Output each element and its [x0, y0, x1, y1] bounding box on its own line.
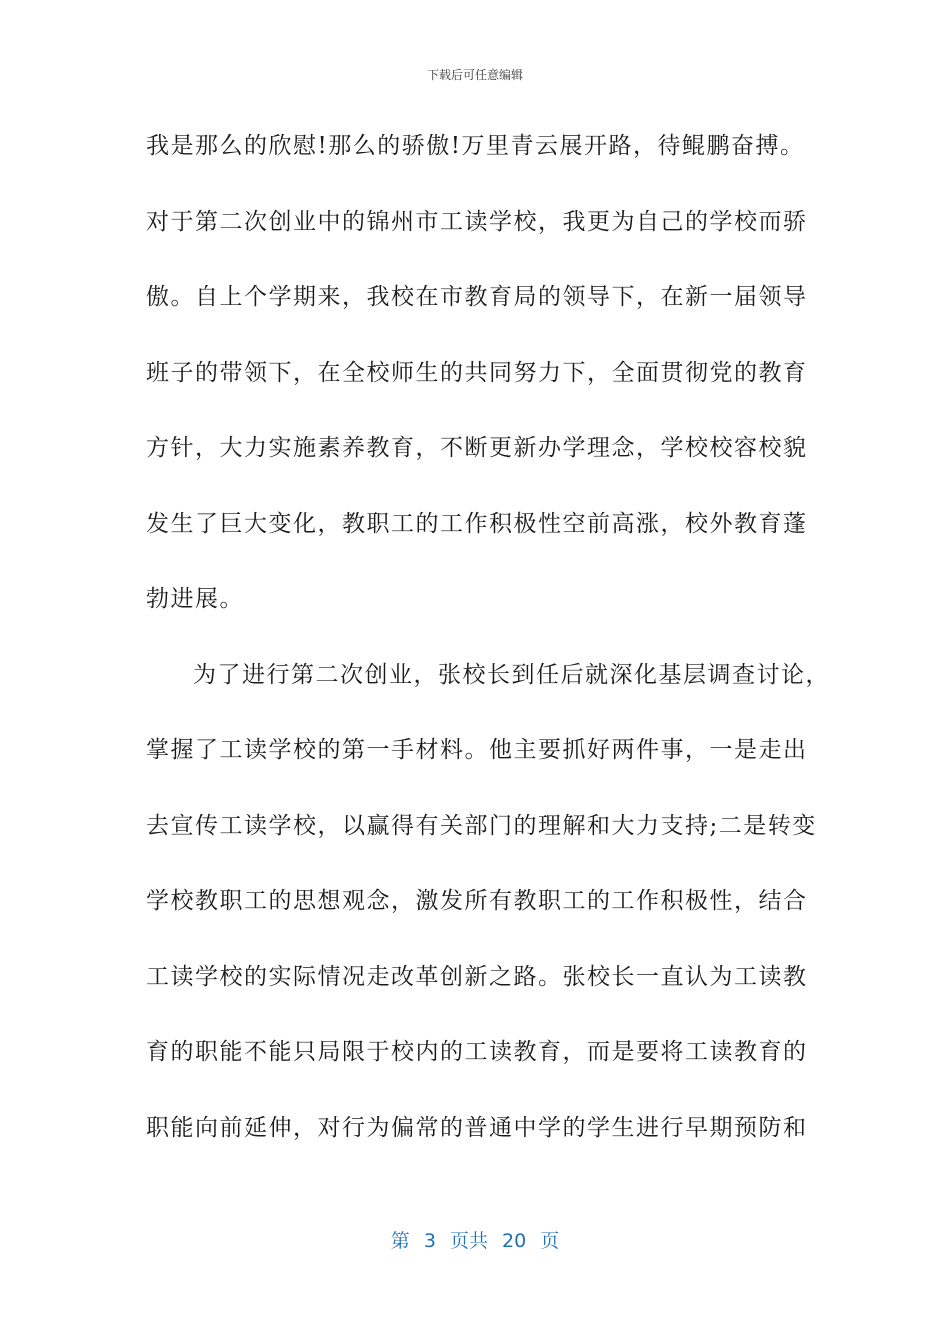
body-line: 学校教职工的思想观念，激发所有教职工的工作积极性，结合 — [146, 888, 808, 914]
body-line: 育的职能不能只局限于校内的工读教育，而是要将工读教育的 — [146, 1039, 808, 1065]
body-line: 方针，大力实施素养教育，不断更新办学理念，学校校容校貌 — [146, 435, 808, 461]
body-line: 傲。自上个学期来，我校在市教育局的领导下，在新一届领导 — [146, 284, 808, 310]
body-line: 我是那么的欣慰!那么的骄傲!万里青云展开路，待鲲鹏奋搏。 — [146, 133, 805, 159]
body-line: 对于第二次创业中的锦州市工读学校，我更为自己的学校而骄 — [146, 208, 808, 235]
body-line: 为了进行第二次创业，张校长到任后就深化基层调查讨论， — [193, 661, 830, 688]
body-line: 工读学校的实际情况走改革创新之路。张校长一直认为工读教 — [146, 963, 808, 990]
page-footer: 第 3 页共 20 页 — [390, 1230, 560, 1252]
body-line: 发生了巨大变化，教职工的工作积极性空前高涨，校外教育蓬 — [146, 510, 808, 537]
body-line: 勃进展。 — [146, 586, 244, 612]
body-line: 去宣传工读学校，以赢得有关部门的理解和大力支持;二是转变 — [146, 812, 817, 839]
body-line: 掌握了工读学校的第一手材料。他主要抓好两件事，一是走出 — [146, 737, 808, 763]
document-body — [146, 124, 830, 1181]
body-line: 班子的带领下，在全校师生的共同努力下，全面贯彻党的教育 — [146, 359, 808, 386]
body-line: 职能向前延伸，对行为偏常的普通中学的学生进行早期预防和 — [146, 1114, 808, 1141]
page-header: 下载后可任意编辑 — [426, 68, 523, 82]
